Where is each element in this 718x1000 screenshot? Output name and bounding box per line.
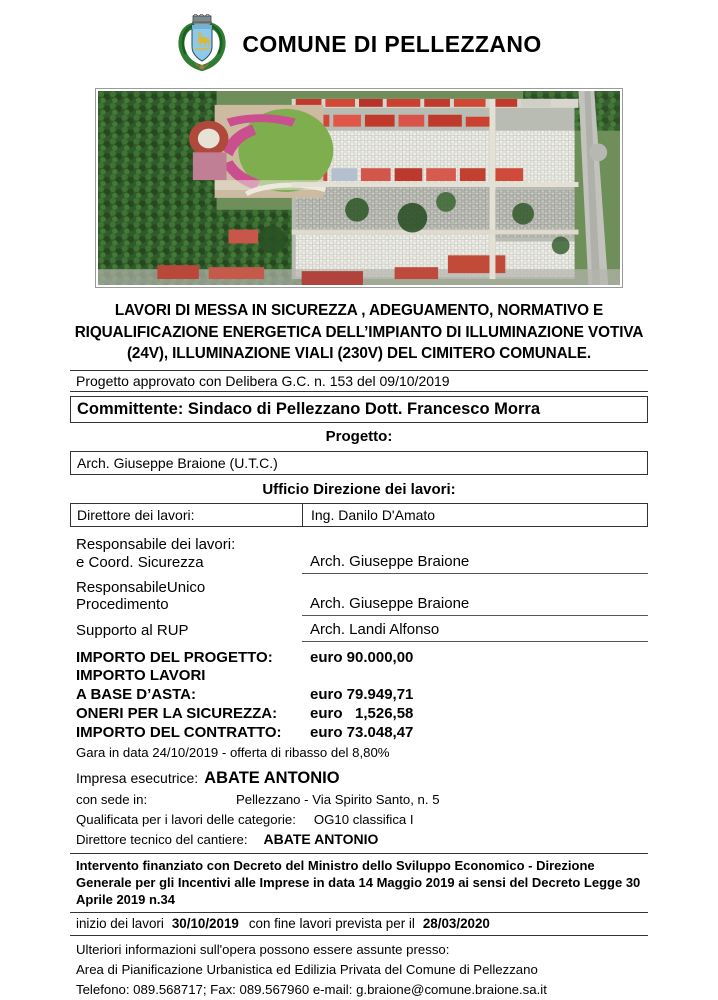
contractor-category: OG10 classifica I xyxy=(313,811,414,827)
coat-of-arms-icon xyxy=(176,14,228,74)
divider-approval xyxy=(70,391,648,392)
role-label: Supporto al RUP xyxy=(76,621,189,639)
page-title: COMUNE DI PELLEZZANO xyxy=(242,30,542,57)
amount-row-lavori xyxy=(70,667,648,686)
contractor-category-row xyxy=(70,810,648,830)
start-date: 30/10/2019 xyxy=(171,916,239,932)
technical-director-row xyxy=(70,829,648,850)
role-row-rup xyxy=(70,579,648,616)
contractor-label: Impresa esecutrice: xyxy=(76,769,199,786)
amount-label: IMPORTO DEL PROGETTO: xyxy=(76,648,273,666)
technical-director-label: Direttore tecnico del cantiere: xyxy=(76,832,248,848)
role-value: Arch. Giuseppe Braione xyxy=(302,553,648,574)
footer-line-3: Telefono: 089.568717; Fax: 089.567960 e-mail: g.braione@comune.braione.sa.it xyxy=(76,982,547,998)
amount-value: euro 1,526,58 xyxy=(310,705,414,723)
end-date: 28/03/2020 xyxy=(422,916,490,932)
approval-row: Progetto approvato con Delibera G.C. n. 153 del 09/10/2019 xyxy=(76,373,450,390)
amount-row-base-asta xyxy=(70,686,648,705)
start-date-label: inizio dei lavori xyxy=(76,916,164,932)
amount-row-oneri-sicurezza xyxy=(70,705,648,724)
role-row-direttore-lavori xyxy=(70,503,648,527)
amounts-block xyxy=(70,649,648,743)
contractor-name: ABATE ANTONIO xyxy=(204,768,340,787)
aerial-photo xyxy=(95,88,623,288)
role-row-supporto-rup xyxy=(70,621,648,642)
technical-director-name: ABATE ANTONIO xyxy=(263,831,379,848)
amount-value: euro 79.949,71 xyxy=(310,686,414,704)
works-title: LAVORI DI MESSA IN SICUREZZA , ADEGUAMENTO, NORMATIVO E RIQUALIFICAZIONE ENERGETICA DELL’IMPIANTO DI ILLUMINAZIONE VOTIVA (24V), ILLUMINAZIONE VIALI (230V) DEL CIMITERO COMUNALE. xyxy=(74,302,644,363)
aerial-photo-image xyxy=(98,91,620,285)
contractor-row xyxy=(70,766,648,790)
financing-note: Intervento finanziato con Decreto del Ministro dello Sviluppo Economico - Direzione Generale per gli Incentivi alle Imprese in data 14 Maggio 2019 ai sensi del Decreto Legge 30 Aprile 2019 n.34 xyxy=(70,853,648,913)
role-label: ResponsabileUnico xyxy=(76,578,206,596)
amount-value: euro 90.000,00 xyxy=(310,648,414,666)
tender-row: Gara in data 24/10/2019 - offerta di ribasso del 8,80% xyxy=(76,745,390,761)
amount-value: euro 73.048,47 xyxy=(310,724,414,742)
amount-label: IMPORTO DEL CONTRATTO: xyxy=(76,724,282,742)
contractor-category-label: Qualificata per i lavori delle categorie: xyxy=(76,811,296,827)
contractor-address-row xyxy=(70,790,648,810)
contractor-address: Pellezzano - Via Spirito Santo, n. 5 xyxy=(236,791,440,807)
footer-line-2: Area di Pianificazione Urbanistica ed Edilizia Privata del Comune di Pellezzano xyxy=(76,962,538,978)
amount-label: IMPORTO LAVORI xyxy=(76,667,206,685)
contractor-address-label: con sede in: xyxy=(76,791,148,807)
role-label-group xyxy=(70,536,302,573)
client-row: Committente: Sindaco di Pellezzano Dott. Francesco Morra xyxy=(70,396,648,423)
amount-row-progetto xyxy=(70,649,648,668)
role-row-responsabile-lavori xyxy=(70,536,648,573)
project-heading: Progetto: xyxy=(325,428,393,446)
end-date-label: con fine lavori prevista per il xyxy=(248,916,415,932)
role-value: Arch. Landi Alfonso xyxy=(302,621,648,642)
role-value: Ing. Danilo D'Amato xyxy=(311,507,436,524)
role-value: Arch. Giuseppe Braione xyxy=(302,595,648,616)
amount-label: A BASE D’ASTA: xyxy=(76,686,196,704)
role-label-second: Procedimento xyxy=(76,596,169,614)
amount-row-contratto xyxy=(70,724,648,743)
role-label: Direttore dei lavori: xyxy=(71,504,303,526)
document-body xyxy=(70,300,648,1000)
role-label: Responsabile dei lavori: xyxy=(76,536,236,554)
footer-info xyxy=(70,936,648,999)
role-label-second: e Coord. Sicurezza xyxy=(76,553,204,571)
dates-row xyxy=(70,913,648,936)
works-office-heading: Ufficio Direzione dei lavori: xyxy=(262,481,456,499)
page-header xyxy=(0,0,718,72)
role-label-group xyxy=(70,579,302,616)
project-author-row: Arch. Giuseppe Braione (U.T.C.) xyxy=(70,451,648,475)
footer-line-1: Ulteriori informazioni sull'opera possono essere assunte presso: xyxy=(76,942,450,958)
amount-label: ONERI PER LA SICUREZZA: xyxy=(76,705,278,723)
